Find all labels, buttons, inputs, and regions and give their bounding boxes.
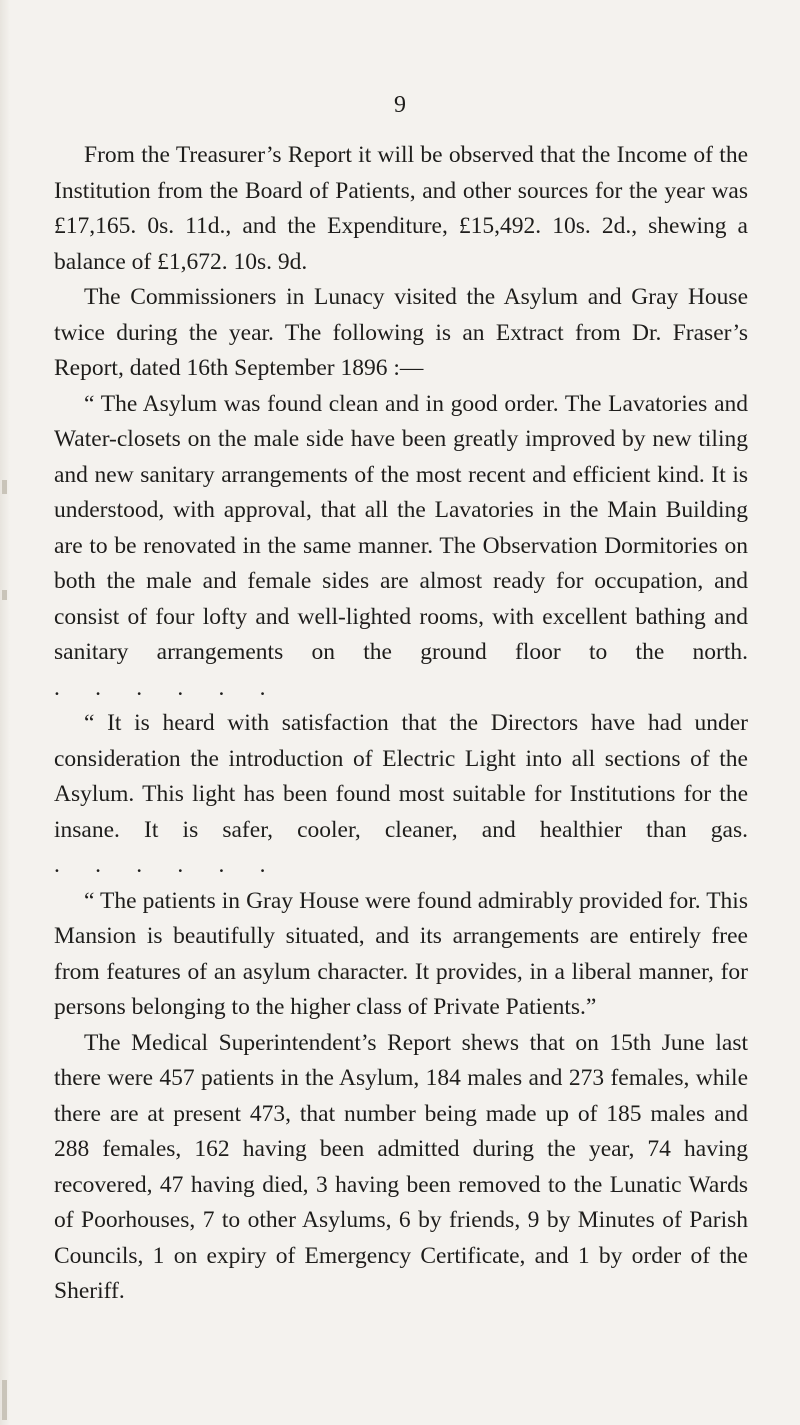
paragraph-electric-light	[54, 706, 748, 884]
paragraph-text: “ The patients in Gray House were found admirably provided for. This Mansion is beautifully situated, and its arrangements are entirely free from features of an asylum character. It provides, in a liberal manner, for persons belonging to the higher class of Private Patients.”	[54, 887, 748, 1020]
edge-mark	[2, 480, 7, 494]
paragraph-treasurer-report	[54, 138, 748, 280]
paragraph-gray-house	[54, 884, 748, 1026]
paragraph-text: “ It is heard with satisfaction that the Directors have had under consideration the introduction of Electric Light into all sections of the Asylum. This light has been found most suitable for Institutions for the insane. It is safer, cooler, cleaner, and healthier than gas.	[54, 710, 748, 843]
paragraph-text: From the Treasurer’s Report it will be observed that the Income of the Institution from the Board of Patients, and other sources for the year was £17,165. 0s. 11d., and the Expenditure, £15,492. 10s. 2d., shewing a balance of £1,672. 10s. 9d.	[54, 142, 748, 275]
edge-mark	[2, 590, 7, 600]
paragraph-commissioners-visit	[54, 280, 748, 387]
paragraph-medical-superintendent	[54, 1026, 748, 1310]
ellipsis-dots: . . . . . .	[54, 852, 266, 878]
ellipsis-dots: . . . . . .	[54, 674, 266, 701]
paragraph-text: “ The Asylum was found clean and in good order. The Lavatories and Water-closets on the male side have been greatly improved by new tiling and new sanitary arrangements of the most recent and efficient kind. It is understood, with approval, that all the Lavatories in the Main Building are to be renovated in the same manner. The Observation Dormitories on both the male and female sides are almost ready for occupation, and consist of four lofty and well-lighted rooms, with excellent bathing and sanitary arrangements on the ground floor to the north.	[54, 390, 748, 665]
page-binding-edge	[0, 0, 10, 1425]
page-number: 9	[394, 92, 406, 118]
paragraph-text: The Commissioners in Lunacy visited the Asylum and Gray House twice during the year. The following is an Extract from Dr. Fraser’s Report, dated 16th September 1896 :—	[54, 284, 748, 381]
paragraph-asylum-inspection	[54, 387, 748, 707]
body-text	[54, 138, 748, 1310]
edge-mark	[2, 1380, 7, 1420]
paragraph-text: The Medical Superintendent’s Report shews that on 15th June last there were 457 patients in the Asylum, 184 males and 273 females, while there are at present 473, that number being made up of 185 males and 288 females, 162 having been admitted during the year, 74 having recovered, 47 having died, 3 having been removed to the Lunatic Wards of Poorhouses, 7 to other Asylums, 6 by friends, 9 by Minutes of Parish Councils, 1 on expiry of Emergency Certificate, and 1 by order of the Sheriff.	[54, 1029, 748, 1304]
